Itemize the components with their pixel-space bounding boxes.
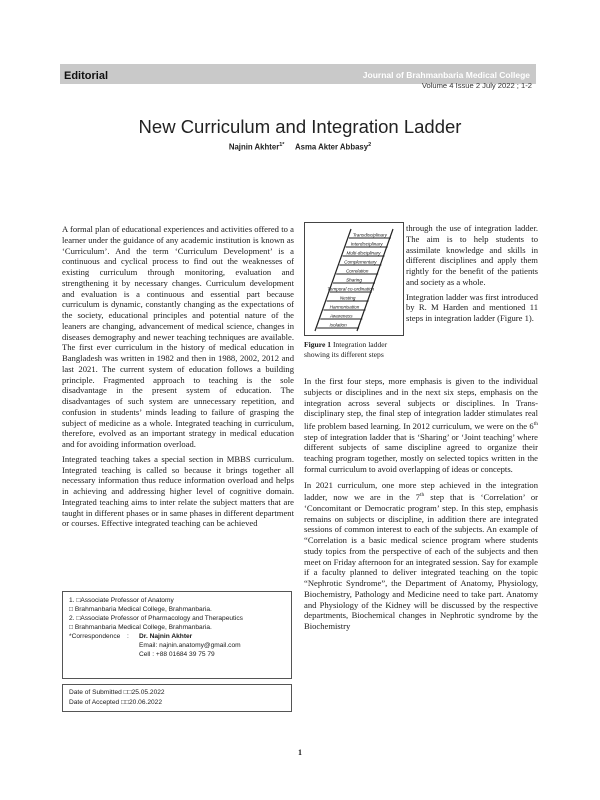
correspondence-cell: Cell : +88 01684 39 75 79 xyxy=(139,651,215,658)
article-title: New Curriculum and Integration Ladder xyxy=(138,116,462,137)
authors xyxy=(0,142,600,152)
ladder-rung-label: Complementary xyxy=(344,259,377,265)
paragraph: A formal plan of educational experiences and activities offered to a learner under the guidance of any academic institution is known as ‘Curriculum’. And the term ‘Curriculum Development’ is a continuous and cyclical process to find out the weaknesses of existing curriculum through monitoring, evaluation and strengthening it by necessary changes. Curriculum development and evaluation is a continuous and essential part because curriculum is dynamic, constantly changing as the expectations of the society, educational principles and potential nature of the leaners are changing, advancement of medical science, changes in diseases demography and newer teaching techniques are available. The first ever curriculum in the history of medical education in Bangladesh was written in 1982 and then in 1988, 2002, 2012 and last 2021. The current system of education follows a building principle. Fragmented approach to teaching is the sole disadvantage in the present system of education. The disadvantages of such system are unnecessary repetition, and confusion in students’ minds leading to failure of grasping the subject of medicine as a whole. Integrated teaching in curriculum, therefore, evolved as an important strategy in medical education and for avoiding information overload. xyxy=(62,224,294,449)
affiliation-line: □ Brahmanbaria Medical College, Brahmanbaria. xyxy=(69,606,212,613)
ladder-rung-label: Awareness xyxy=(329,313,353,319)
section-label: Editorial xyxy=(64,70,109,82)
author-2-sup: 2 xyxy=(368,142,372,148)
paragraph: Integrated teaching takes a special section in MBBS curriculum. Integrated teaching is called so because it brings together all necessary information thus reduce information overload and helps in achieving and addressing higher level of cognitive domain. Integrated teaching aims to inter relate the subject matters that are taught in different phases or in same phases in different department or courses. Effective integrated teaching can be achieved xyxy=(62,453,294,529)
superscript: th xyxy=(533,421,538,427)
ladder-rung-label: Nesting xyxy=(339,295,356,301)
ladder-rung-label: Sharing xyxy=(346,277,362,283)
text-run: In the first four steps, more emphasis is given to the individual subjects or disciplines and in the next six steps, emphasis on the integration across several subjects or disciplines. In Trans-disciplinary step, the final step of integration ladder stimulates real life problem based learning. In 2012 curriculum, we were on the 6 xyxy=(304,376,538,431)
paragraph xyxy=(304,480,538,632)
author-1-sup: 1* xyxy=(279,142,285,148)
dates-box xyxy=(62,684,292,712)
ladder-rung-label: Multi-disciplinary xyxy=(346,250,381,256)
figure-caption-text: Integration ladder showing its different steps xyxy=(304,340,388,359)
page-number: 1 xyxy=(298,748,302,757)
ladder-rung-label: Harmonisation xyxy=(329,304,360,310)
text-run: step of integration ladder that is ‘Sharing’ or ‘Joint teaching’ where different subjects of same discipline agreed to organize their teaching program together, mostly on selected topics written in the formal curriculum to avoid overlapping of ideas or concepts. xyxy=(304,431,538,474)
journal-name: Journal of Brahmanbaria Medical College xyxy=(362,70,530,80)
right-top-column xyxy=(406,223,538,328)
left-column xyxy=(62,224,294,533)
date-submitted: Date of Submitted □□25.05.2022 xyxy=(69,689,165,696)
correspondence-row xyxy=(69,632,291,641)
correspondence-label: *Correspondence xyxy=(69,633,121,640)
figure-caption xyxy=(304,340,404,359)
ladder-rung-label: Transdisciplinary xyxy=(352,232,387,238)
ladder-rung-label: Correlation xyxy=(345,268,369,274)
right-column xyxy=(304,376,538,637)
date-accepted: Date of Accepted □□20.06.2022 xyxy=(69,699,163,706)
paragraph: Integration ladder was first introduced by R. M Harden and mentioned 11 steps in integration ladder (Figure 1). xyxy=(406,291,538,323)
author-2: Asma Akter Abbasy xyxy=(295,142,369,152)
text-run: In 2021 curriculum, one more step achieved in the integration ladder, now we are in the 7 xyxy=(304,479,538,503)
correspondence-name: Dr. Najnin Akhter xyxy=(139,633,193,640)
ladder-svg xyxy=(305,223,403,335)
paragraph: through the use of integration ladder. The aim is to help students to assimilate knowledge and skills in different disciplines and apply them rightly for the benefit of the patients and society as a whole. xyxy=(406,223,538,287)
superscript: th xyxy=(419,492,425,499)
text-run: step that is ‘Correlation’ or ‘Concomitant or Democratic program’ step. In this step, emphasis remains on subjects or discipline, in addition there are integrated sessions of common interest to each of the subjects. An example of “Correlation is a basic medical science program where students study topics from the perspective of each of the subjects and then meet on Friday afternoon for an integrated session. Say for example if a faculty planned to deliver integrated teaching on the topic “Nephrotic Syndrome”, the Department of Anatomy, Physiology, Biochemistry, Pathology and Medicine need to take part. Anatomy and Physiology of the Kidney will be discussed by the respective departments, Biochemical changes in Nephrotic syndrome by the Biochemistry xyxy=(304,492,538,632)
affiliation-line: 2. □Associate Professor of Pharmacology and Therapeutics xyxy=(69,615,243,622)
affiliation-line: 1. □Associate Professor of Anatomy xyxy=(69,597,174,604)
paragraph xyxy=(304,376,538,475)
correspondence-sep: : xyxy=(127,633,129,640)
integration-ladder-figure xyxy=(304,222,404,336)
figure-label: Figure 1 xyxy=(304,340,332,349)
ladder-rung-label: Isolation xyxy=(329,322,347,328)
volume-info: Volume 4 Issue 2 July 2022 ; 1-2 xyxy=(421,81,532,90)
affiliations-box xyxy=(62,591,292,679)
affiliation-line: □ Brahmanbaria Medical College, Brahmanbaria. xyxy=(69,624,212,631)
ladder-rung-label: Interdisciplinary xyxy=(350,241,383,247)
author-1: Najnin Akhter xyxy=(228,142,280,152)
ladder-rung-label: Temporal co-ordination xyxy=(327,286,375,292)
correspondence-email: Email: najnin.anatomy@gmail.com xyxy=(139,642,241,649)
